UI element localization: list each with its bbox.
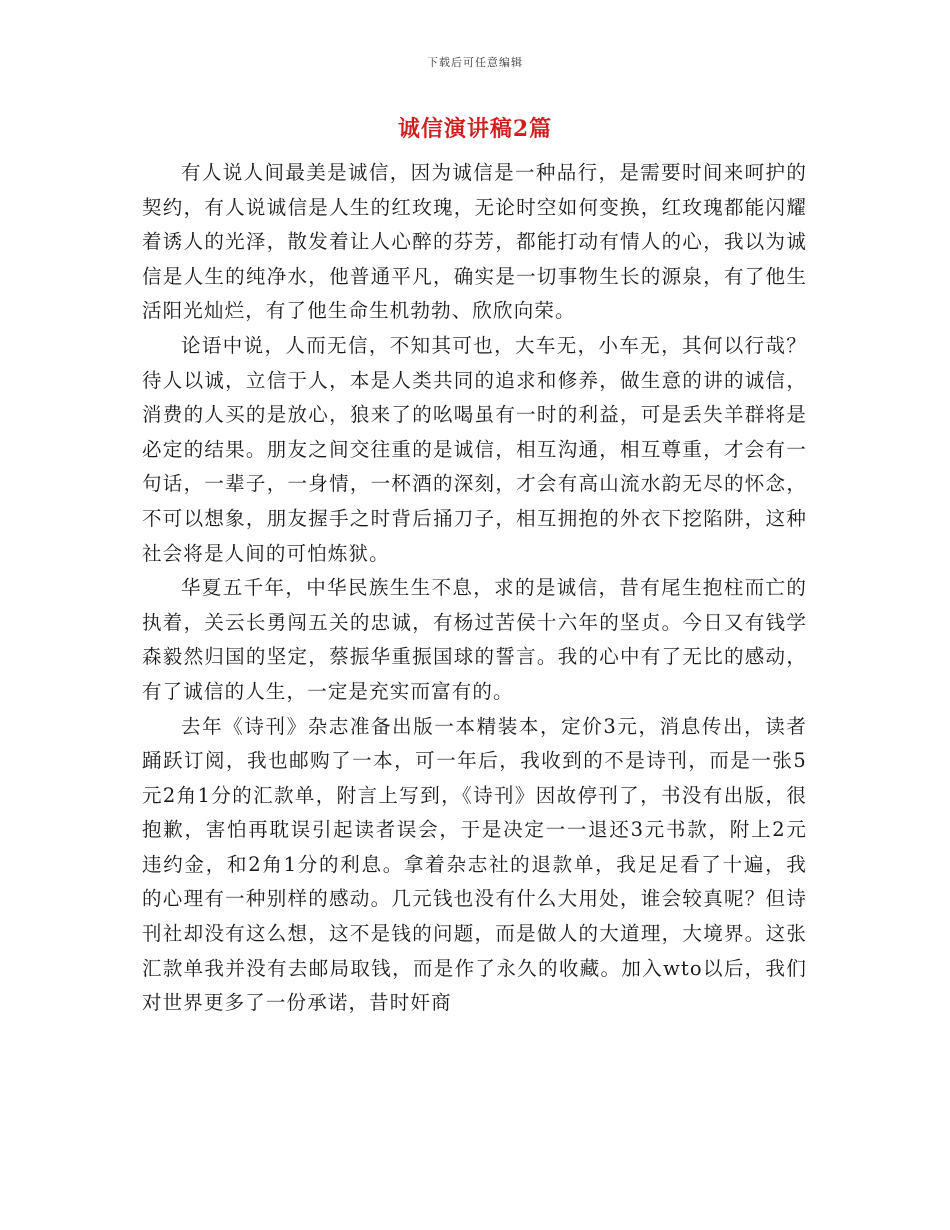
header-note: 下载后可任意编辑 bbox=[427, 56, 523, 69]
document-body bbox=[142, 156, 807, 1021]
paragraph-2: 论语中说，人而无信，不知其可也，大车无，小车无，其何以行哉？待人以诚，立信于人，本是人类共同的追求和修养，做生意的讲的诚信，消费的人买的是放心，狼来了的吆喝虽有一时的利益，可是丢失羊群将是必定的结果。朋友之间交往重的是诚信，相互沟通，相互尊重，才会有一句话，一辈子，一身情，一杯酒的深刻，才会有高山流水韵无尽的怀念，不可以想象，朋友握手之时背后捅刀子，相互拥抱的外衣下挖陷阱，这种社会将是人间的可怕炼狱。 bbox=[142, 333, 807, 565]
paragraph-4: 去年《诗刊》杂志准备出版一本精装本，定价3元，消息传出，读者踊跃订阅，我也邮购了一本，可一年后，我收到的不是诗刊，而是一张5元2角1分的汇款单，附言上写到，《诗刊》因故停刊了，书没有出版，很抱歉，害怕再耽误引起读者误会，于是决定一一退还3元书款，附上2元违约金，和2角1分的利息。拿着杂志社的退款单，我足足看了十遍，我的心理有一种别样的感动。几元钱也没有什么大用处，谁会较真呢？但诗刊社却没有这么想，这不是钱的问题，而是做人的大道理，大境界。这张汇款单我并没有去邮局取钱，而是作了永久的收藏。加入wto以后，我们对世界更多了一份承诺，昔时奸商 bbox=[142, 714, 807, 1015]
document-title: 诚信演讲稿2篇 bbox=[397, 116, 553, 142]
paragraph-1: 有人说人间最美是诚信，因为诚信是一种品行，是需要时间来呵护的契约，有人说诚信是人生的红玫瑰，无论时空如何变换，红玫瑰都能闪耀着诱人的光泽，散发着让人心醉的芬芳，都能打动有情人的心，我以为诚信是人生的纯净水，他普通平凡，确实是一切事物生长的源泉，有了他生活阳光灿烂，有了他生命生机勃勃、欣欣向荣。 bbox=[142, 161, 807, 323]
paragraph-3: 华夏五千年，中华民族生生不息，求的是诚信，昔有尾生抱柱而亡的执着，关云长勇闯五关的忠诚，有杨过苦侯十六年的坚贞。今日又有钱学森毅然归国的坚定，蔡振华重振国球的誓言。我的心中有了无比的感动，有了诚信的人生，一定是充实而富有的。 bbox=[142, 576, 807, 703]
